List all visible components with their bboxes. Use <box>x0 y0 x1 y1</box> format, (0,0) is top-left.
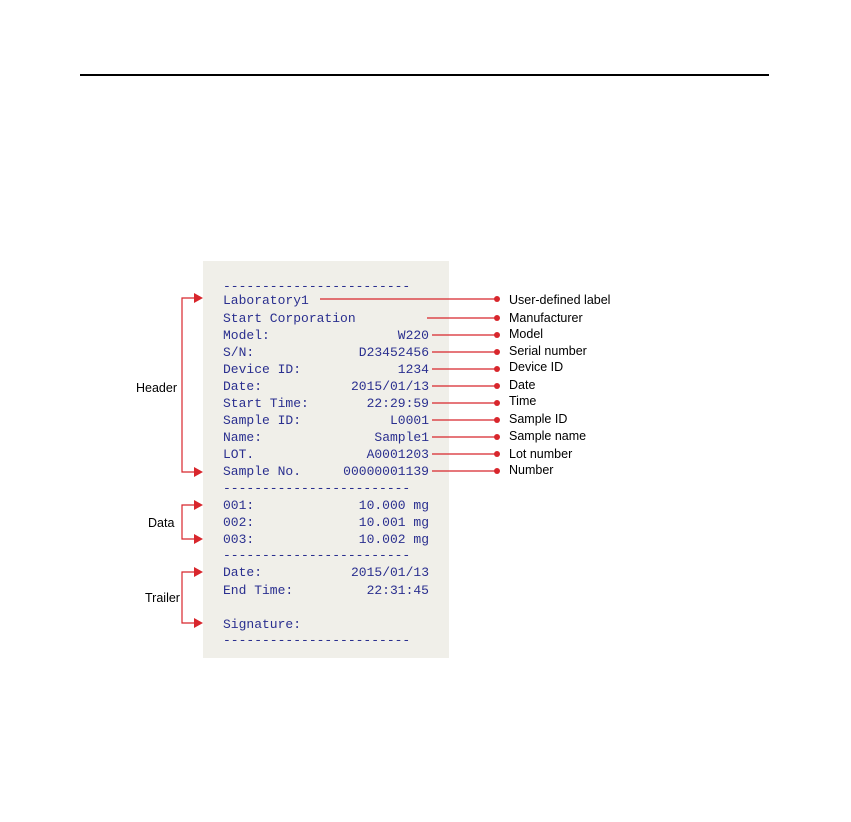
callout-lot-number: Lot number <box>509 447 573 461</box>
data-row <box>223 531 429 548</box>
arrowhead-icon <box>194 618 203 628</box>
data-row-label: 002: <box>223 515 255 530</box>
arrowhead-icon <box>194 534 203 544</box>
header-bracket <box>182 298 196 472</box>
trailer-date-value: 2015/01/13 <box>350 565 429 580</box>
callout-date: Date <box>509 378 536 392</box>
start-time-value: 22:29:59 <box>366 396 429 411</box>
date-value: 2015/01/13 <box>350 379 429 394</box>
callout-manufacturer: Manufacturer <box>509 311 583 325</box>
ticket-separator: ------------------------ <box>223 279 411 294</box>
ticket-sample-id-row <box>223 412 429 429</box>
data-row-label: 003: <box>223 532 255 547</box>
ticket-date-row <box>223 378 429 395</box>
ticket-start-time-row <box>223 395 429 412</box>
callout-serial-number: Serial number <box>509 344 587 358</box>
manufacturer-text: Start Corporation <box>223 311 356 326</box>
callout-time: Time <box>509 394 537 408</box>
ticket-serial-row <box>223 344 429 361</box>
leader-dot <box>494 315 500 321</box>
ticket-separator: ------------------------ <box>223 481 411 496</box>
arrowhead-icon <box>194 567 203 577</box>
device-value: 1234 <box>397 362 429 377</box>
leader-dot <box>494 366 500 372</box>
page-top-rule <box>80 74 769 76</box>
section-label-header: Header <box>136 381 177 395</box>
arrowhead-icon <box>194 467 203 477</box>
callout-sample-id: Sample ID <box>509 412 568 426</box>
lot-label: LOT. <box>223 447 255 462</box>
callout-user-defined-label: User-defined label <box>509 293 611 307</box>
signature-label: Signature: <box>223 617 302 632</box>
arrowhead-icon <box>194 500 203 510</box>
data-bracket <box>182 505 196 539</box>
trailer-signature-row <box>223 616 429 633</box>
lot-value: A0001203 <box>366 447 429 462</box>
leader-dot <box>494 468 500 474</box>
leader-dot <box>494 451 500 457</box>
sample-no-value: 00000001139 <box>343 464 429 479</box>
callout-device-id: Device ID <box>509 360 564 374</box>
leader-dot <box>494 434 500 440</box>
leader-dot <box>494 400 500 406</box>
callout-model: Model <box>509 327 544 341</box>
model-label: Model: <box>223 328 270 343</box>
ticket-manufacturer <box>223 310 429 327</box>
ticket-user-label <box>223 292 429 309</box>
ticket-device-row <box>223 361 429 378</box>
leader-dot <box>494 349 500 355</box>
serial-label: S/N: <box>223 345 255 360</box>
sample-id-label: Sample ID: <box>223 413 302 428</box>
trailer-date-row <box>223 564 429 581</box>
trailer-bracket <box>182 572 196 623</box>
arrowhead-icon <box>194 293 203 303</box>
data-row-value: 10.001 mg <box>358 515 429 530</box>
data-row-value: 10.000 mg <box>358 498 429 513</box>
ticket-name-row <box>223 429 429 446</box>
callout-sample-name: Sample name <box>509 429 587 443</box>
model-value: W220 <box>397 328 429 343</box>
data-row-value: 10.002 mg <box>358 532 429 547</box>
leader-dot <box>494 417 500 423</box>
section-label-trailer: Trailer <box>145 591 180 605</box>
end-time-value: 22:31:45 <box>366 583 429 598</box>
name-label: Name: <box>223 430 263 445</box>
sample-no-label: Sample No. <box>223 464 302 479</box>
section-label-data: Data <box>148 516 175 530</box>
leader-dot <box>494 332 500 338</box>
ticket-lot-row <box>223 446 429 463</box>
serial-value: D23452456 <box>358 345 429 360</box>
data-row <box>223 514 429 531</box>
leader-dot <box>494 383 500 389</box>
trailer-date-label: Date: <box>223 565 263 580</box>
ticket-model-row <box>223 327 429 344</box>
start-time-label: Start Time: <box>223 396 309 411</box>
end-time-label: End Time: <box>223 583 294 598</box>
leader-dot <box>494 296 500 302</box>
trailer-end-time-row <box>223 582 429 599</box>
ticket-separator: ------------------------ <box>223 633 411 648</box>
data-row-label: 001: <box>223 498 255 513</box>
name-value: Sample1 <box>374 430 429 445</box>
ticket-separator: ------------------------ <box>223 548 411 563</box>
ticket-sample-no-row <box>223 463 429 480</box>
device-label: Device ID: <box>223 362 302 377</box>
data-row <box>223 497 429 514</box>
date-label: Date: <box>223 379 263 394</box>
user-label-text: Laboratory1 <box>223 293 309 308</box>
sample-id-value: L0001 <box>389 413 429 428</box>
callout-number: Number <box>509 463 554 477</box>
